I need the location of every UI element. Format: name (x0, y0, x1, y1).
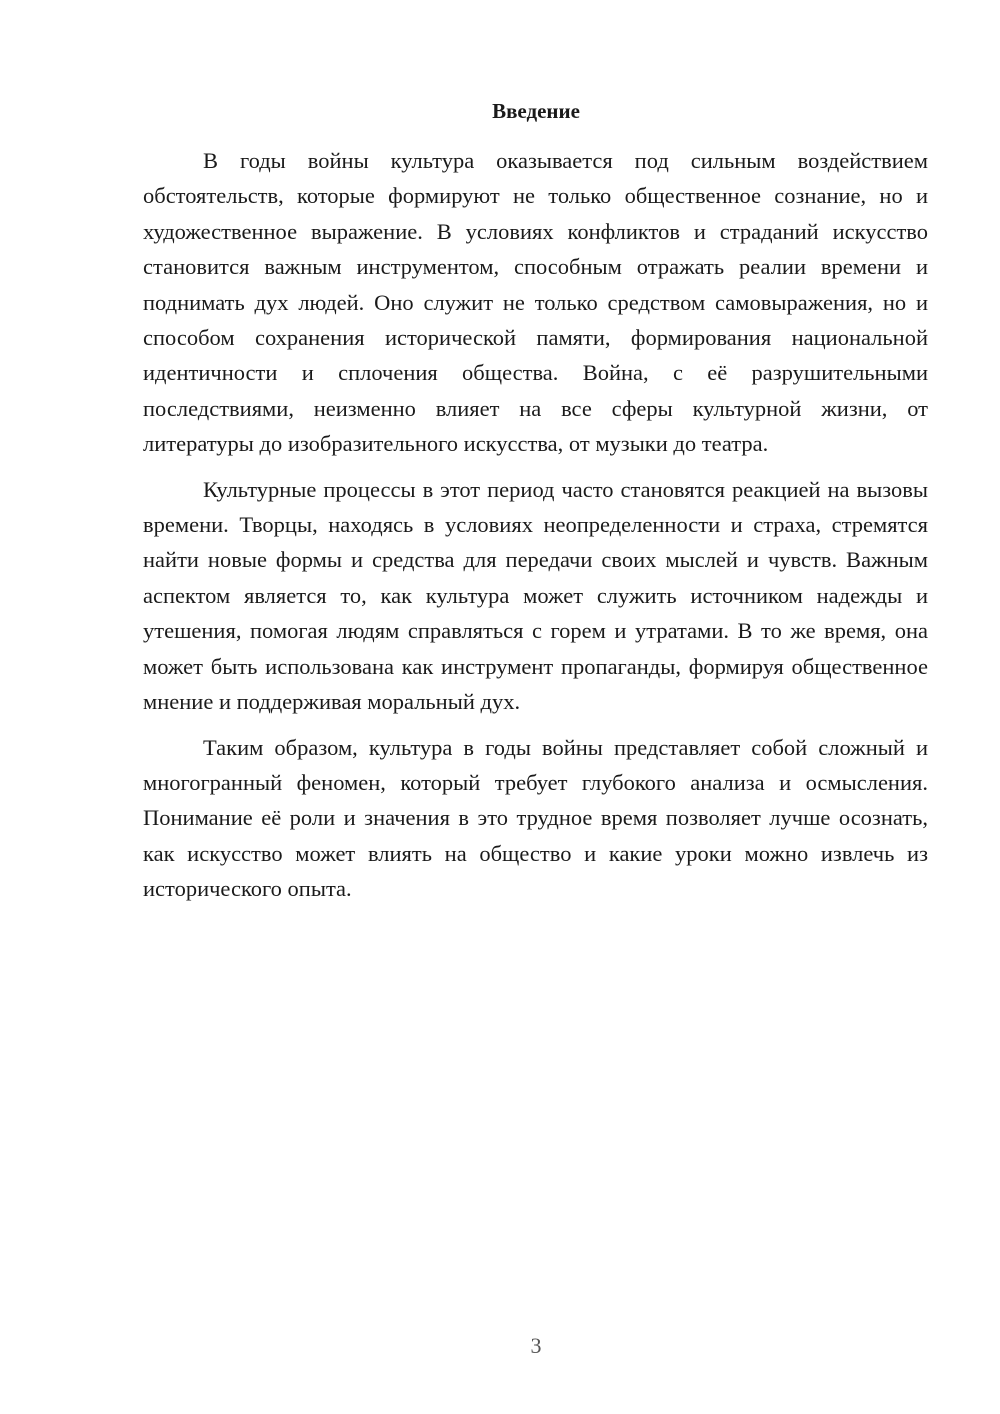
paragraph-2: Культурные процессы в этот период часто становятся реакцией на вызовы времени. Творцы, находясь в условиях неопределенности и страха, стремятся найти новые формы и средства для передачи своих мыслей и чувств. Важным аспектом является то, как культура может служить источником надежды и утешения, помогая людям справляться с горем и утратами. В то же время, она может быть использована как инструмент пропаганды, формируя общественное мнение и поддерживая моральный дух. (143, 476, 928, 715)
paragraph-3: Таким образом, культура в годы войны представляет собой сложный и многогранный феномен, который требует глубокого анализа и осмысления. Понимание её роли и значения в это трудное время позволяет лучше осознать, как искусство может влиять на общество и какие уроки можно извлечь из исторического опыта. (143, 734, 928, 902)
body-text (143, 143, 928, 907)
section-title: Введение (492, 99, 580, 123)
paragraph-1: В годы войны культура оказывается под сильным воздействием обстоятельств, которые формируют не только общественное сознание, но и художественное выражение. В условиях конфликтов и страданий искусство становится важным инструментом, способным отражать реалии времени и поднимать дух людей. Оно служит не только средством самовыражения, но и способом сохранения исторической памяти, формирования национальной идентичности и сплочения общества. Война, с её разрушительными последствиями, неизменно влияет на все сферы культурной жизни, от литературы до изобразительного искусства, от музыки до театра. (143, 148, 928, 457)
page-number: 3 (530, 1333, 542, 1358)
